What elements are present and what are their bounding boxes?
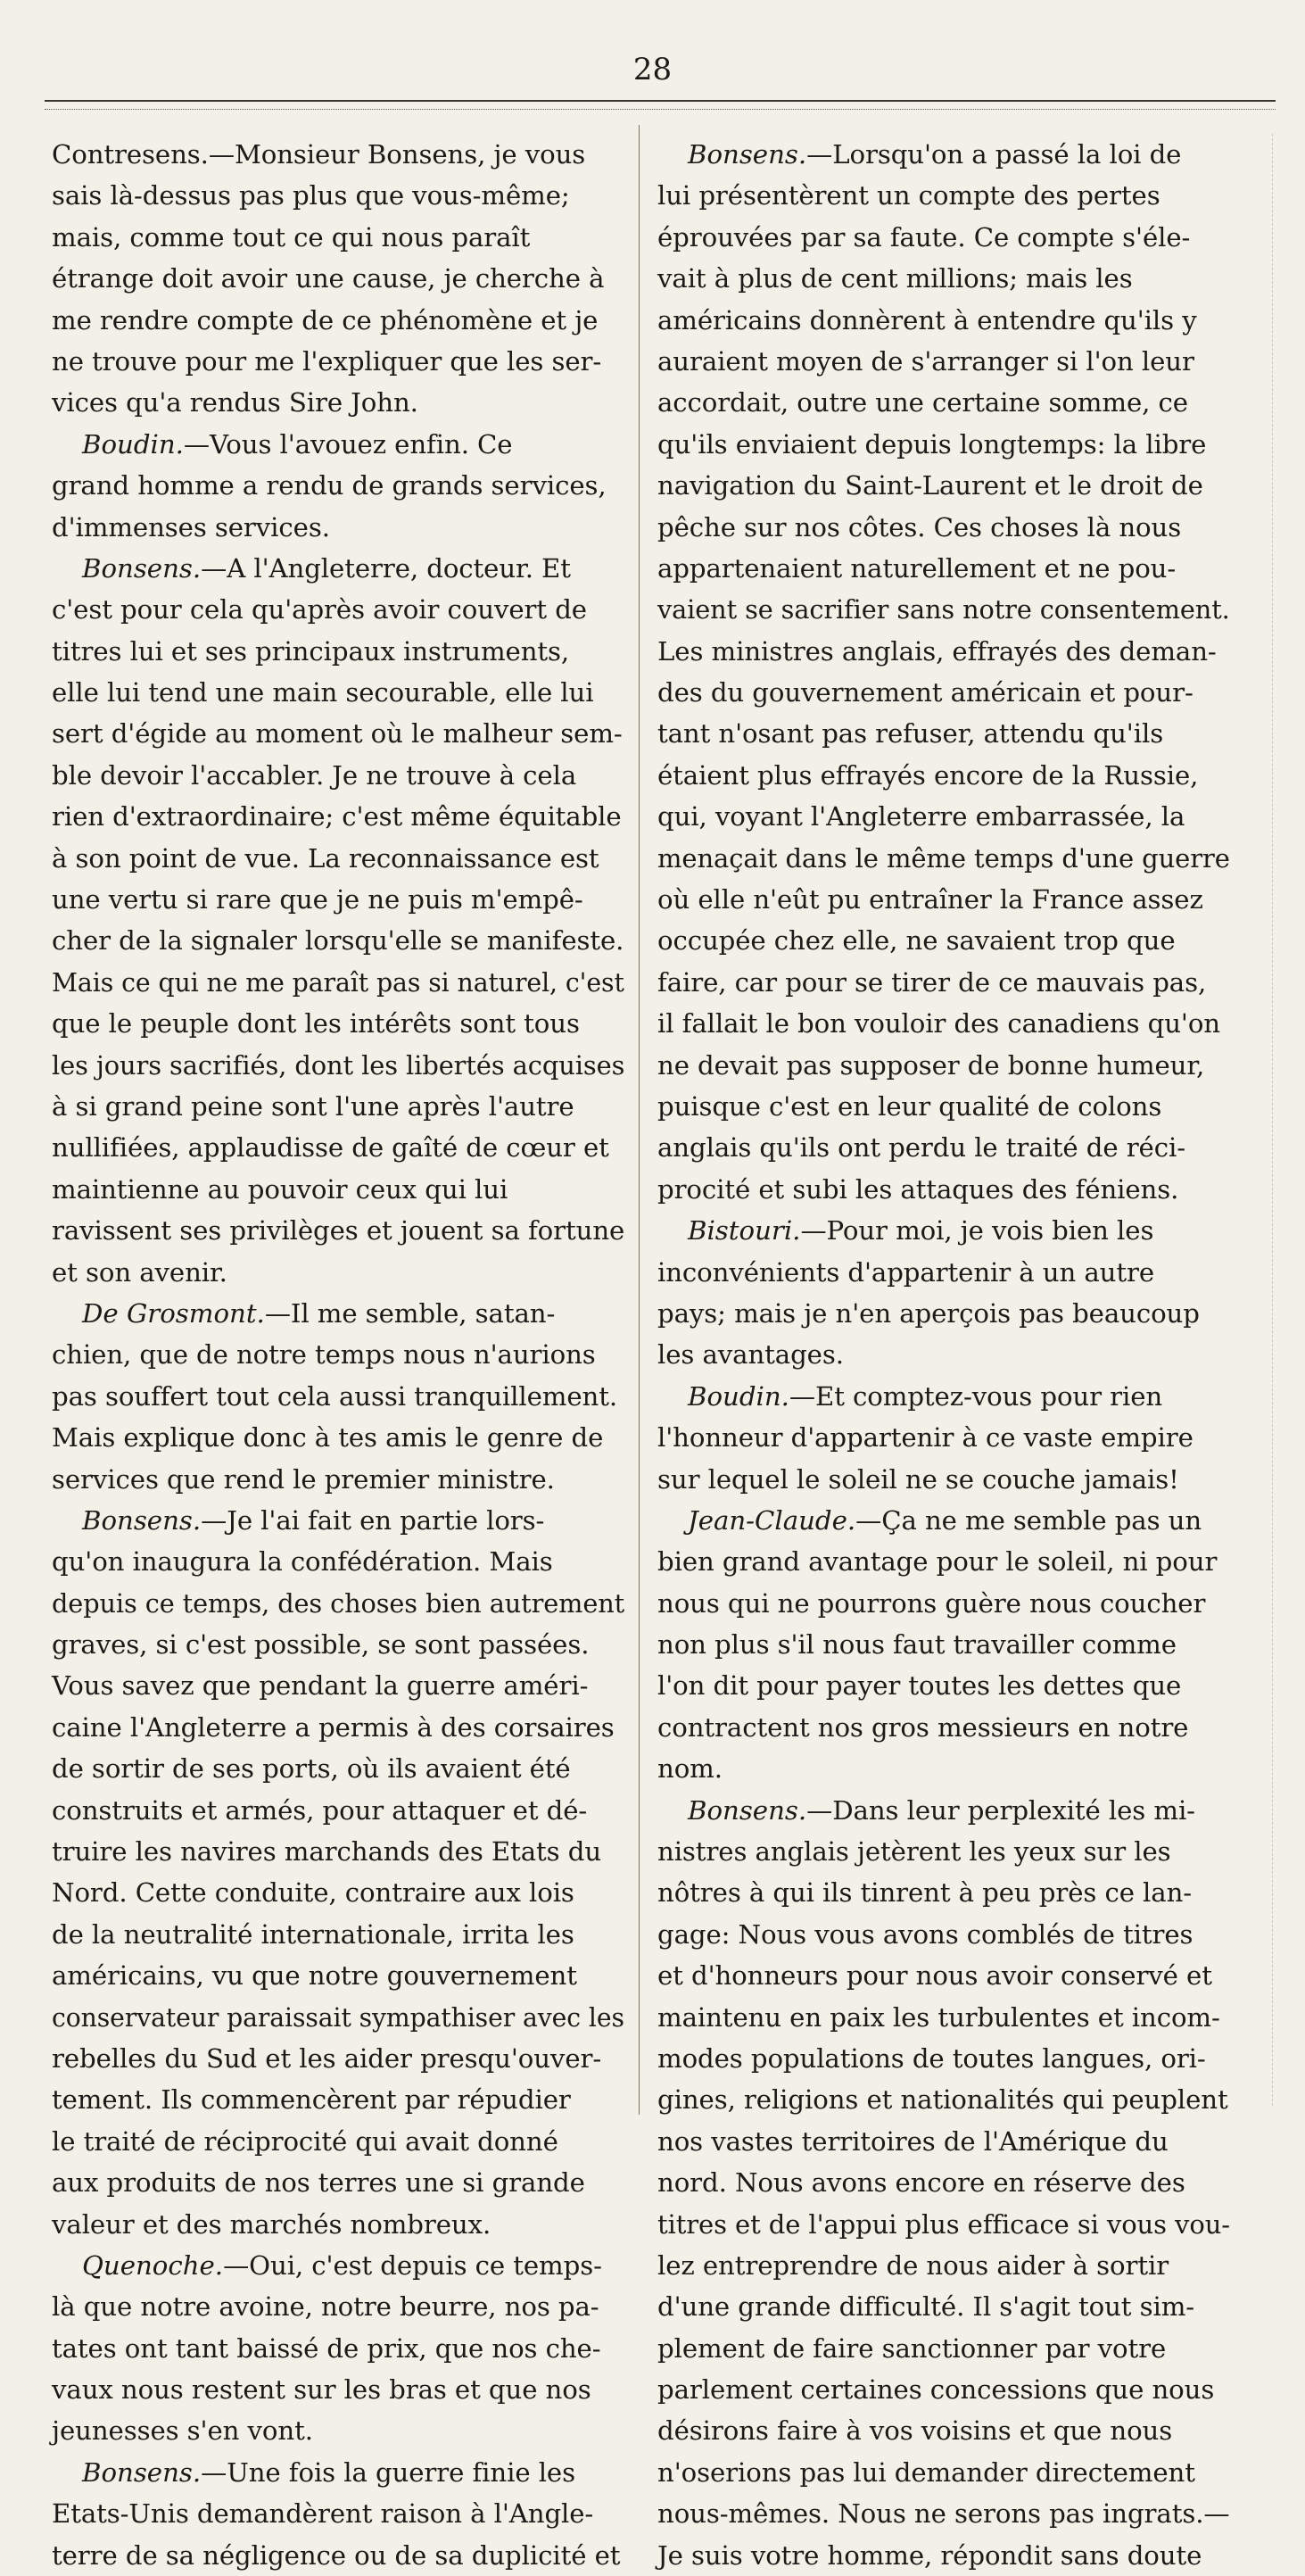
line-text: mais, comme tout ce qui nous paraît	[52, 221, 531, 253]
text-line	[52, 465, 624, 506]
text-line	[657, 796, 1230, 837]
line-text: des du gouvernement américain et pour-	[657, 677, 1193, 708]
text-line	[657, 1500, 1230, 1541]
text-line	[52, 2493, 624, 2534]
text-line	[657, 465, 1230, 506]
line-text: éprouvées par sa faute. Ce compte s'éle-	[657, 221, 1191, 253]
text-line	[52, 2245, 624, 2286]
text-line	[657, 1045, 1230, 1086]
text-line	[657, 2286, 1230, 2327]
speaker-name: Bonsens.	[688, 139, 807, 170]
text-line	[657, 1459, 1230, 1500]
text-line	[52, 175, 624, 216]
line-text: où elle n'eût pu entraîner la France assez	[657, 884, 1203, 915]
line-text: étrange doit avoir une cause, je cherche à	[52, 263, 605, 294]
text-line	[657, 1914, 1230, 1955]
text-line	[52, 2286, 624, 2327]
line-text: —Je l'ai fait en partie lors-	[201, 1504, 545, 1536]
line-text: parlement certaines concessions que nous	[657, 2374, 1215, 2406]
line-text: vaux nous restent sur les bras et que nos	[52, 2374, 591, 2406]
speaker-name: Bonsens.	[82, 1504, 202, 1536]
text-line	[52, 2121, 624, 2162]
header-rule	[45, 100, 1276, 102]
line-text: sert d'égide au moment où le malheur sem-	[52, 718, 623, 750]
text-line	[657, 175, 1230, 216]
line-text: nous qui ne pourrons guère nous coucher	[657, 1587, 1206, 1619]
text-line	[657, 507, 1230, 548]
line-text: navigation du Saint-Laurent et le droit de	[657, 470, 1203, 501]
text-line	[657, 2452, 1230, 2493]
text-line	[657, 1086, 1230, 1127]
line-text: maintienne au pouvoir ceux qui lui	[52, 1173, 508, 1205]
line-text: pas souffert tout cela aussi tranquillement.	[52, 1380, 618, 1412]
line-text: grand homme a rendu de grands services,	[52, 470, 607, 501]
text-line	[52, 1086, 624, 1127]
line-text: Mais explique donc à tes amis le genre de	[52, 1422, 604, 1454]
speaker-name: Boudin.	[688, 1380, 789, 1412]
text-line	[52, 2328, 624, 2369]
text-line	[657, 1872, 1230, 1913]
page-number: 28	[632, 52, 673, 87]
line-text: rien d'extraordinaire; c'est même équitable	[52, 801, 622, 832]
text-line	[52, 1459, 624, 1500]
text-line	[52, 2162, 624, 2203]
line-text: sais là-dessus pas plus que vous-même;	[52, 180, 570, 211]
text-line	[657, 672, 1230, 713]
line-text: les avantages.	[657, 1339, 844, 1371]
text-line	[657, 1417, 1230, 1458]
speaker-name: Bonsens.	[82, 2456, 202, 2488]
line-text: de la neutralité internationale, irrita les	[52, 1918, 574, 1950]
text-line	[657, 1127, 1230, 1168]
text-line	[657, 2410, 1230, 2451]
line-text: nous-mêmes. Nous ne serons pas ingrats.—	[657, 2498, 1230, 2530]
line-text: appartenaient naturellement et ne pou-	[657, 552, 1177, 584]
text-line	[657, 1210, 1230, 1251]
line-text: n'oserions pas lui demander directement	[657, 2456, 1195, 2488]
text-line	[52, 2410, 624, 2451]
line-text: Mais ce qui ne me paraît pas si naturel, c'est	[52, 966, 624, 998]
line-text: une vertu si rare que je ne puis m'empê-	[52, 884, 583, 915]
line-text: tement. Ils commencèrent par répudier	[52, 2084, 571, 2116]
text-line	[52, 1748, 624, 1789]
line-text: nistres anglais jetèrent les yeux sur les	[657, 1836, 1171, 1868]
text-line	[52, 424, 624, 465]
text-line	[657, 920, 1230, 961]
line-text: nôtres à qui ils tinrent à peu près ce lan-	[657, 1877, 1193, 1909]
line-text: ble devoir l'accabler. Je ne trouve à cela	[52, 759, 577, 791]
text-line	[52, 2535, 624, 2576]
line-text: qui, voyant l'Angleterre embarrassée, la	[657, 801, 1185, 832]
text-line	[657, 2535, 1230, 2576]
line-text: procité et subi les attaques des féniens.	[657, 1173, 1179, 1205]
text-line	[52, 1003, 624, 1044]
speaker-name: Jean-Claude.	[688, 1504, 856, 1536]
text-line	[52, 2369, 624, 2410]
line-text: titres et de l'appui plus efficace si vous vou-	[657, 2208, 1230, 2240]
text-line	[52, 1334, 624, 1375]
text-line	[657, 755, 1230, 796]
text-line	[657, 589, 1230, 630]
line-text: gines, religions et nationalités qui peuplent	[657, 2084, 1228, 2116]
text-line	[52, 134, 624, 175]
text-line	[52, 796, 624, 837]
text-line	[657, 1541, 1230, 1582]
line-text: tates ont tant baissé de prix, que nos che-	[52, 2332, 601, 2364]
line-text: vices qu'a rendus Sire John.	[52, 387, 418, 418]
line-text: nos vastes territoires de l'Amérique du	[657, 2125, 1169, 2157]
text-line	[52, 1665, 624, 1706]
line-text: nullifiées, applaudisse de gaîté de cœur et	[52, 1132, 609, 1164]
binding-edge	[1272, 134, 1293, 2106]
text-line	[657, 217, 1230, 258]
text-line	[657, 1955, 1230, 1996]
line-text: Les ministres anglais, effrayés des deman-	[657, 635, 1217, 667]
text-line	[52, 1127, 624, 1168]
text-line	[52, 258, 624, 299]
text-line	[52, 217, 624, 258]
line-text: —A l'Angleterre, docteur. Et	[201, 552, 571, 584]
text-line	[657, 2328, 1230, 2369]
line-text: l'honneur d'appartenir à ce vaste empire	[657, 1422, 1193, 1454]
text-line	[52, 838, 624, 879]
text-line	[52, 672, 624, 713]
line-text: gage: Nous vous avons comblés de titres	[657, 1918, 1193, 1950]
line-text: puisque c'est en leur qualité de colons	[657, 1090, 1162, 1122]
line-text: nord. Nous avons encore en réserve des	[657, 2167, 1185, 2199]
text-line	[657, 1169, 1230, 1210]
text-line	[52, 507, 624, 548]
line-text: —Il me semble, satan-	[264, 1297, 556, 1329]
line-text: et d'honneurs pour nous avoir conservé et	[657, 1960, 1212, 1992]
right-column	[657, 134, 1230, 2571]
text-line	[52, 1417, 624, 1458]
line-text: terre de sa négligence ou de sa duplicité et	[52, 2539, 621, 2571]
text-line	[657, 631, 1230, 672]
line-text: américains, vu que notre gouvernement	[52, 1960, 577, 1992]
line-text: là que notre avoine, notre beurre, nos pa-	[52, 2291, 599, 2323]
line-text: Vous savez que pendant la guerre améri-	[52, 1670, 589, 1702]
line-text: de sortir de ses ports, où ils avaient été	[52, 1753, 571, 1785]
text-line	[52, 341, 624, 382]
text-line	[657, 300, 1230, 341]
speaker-name: De Grosmont.	[82, 1297, 265, 1329]
text-line	[52, 1872, 624, 1913]
text-line	[657, 1707, 1230, 1748]
line-text: c'est pour cela qu'après avoir couvert de	[52, 594, 587, 625]
line-text: Nord. Cette conduite, contraire aux lois	[52, 1877, 574, 1909]
line-text: pêche sur nos côtes. Ces choses là nous	[657, 511, 1182, 543]
text-line	[657, 1376, 1230, 1417]
text-line	[52, 1169, 624, 1210]
line-text: caine l'Angleterre a permis à des corsaires	[52, 1711, 615, 1743]
line-text: Je suis votre homme, répondit sans doute	[657, 2539, 1202, 2571]
text-line	[52, 2038, 624, 2079]
line-text: inconvénients d'appartenir à un autre	[657, 1256, 1155, 1288]
line-text: —Oui, c'est depuis ce temps-	[223, 2249, 602, 2281]
text-line	[657, 258, 1230, 299]
text-line	[657, 1003, 1230, 1044]
text-line	[52, 382, 624, 423]
line-text: aux produits de nos terres une si grande	[52, 2167, 585, 2199]
line-text: sur lequel le soleil ne se couche jamais!	[657, 1463, 1179, 1495]
text-line	[657, 2038, 1230, 2079]
text-line	[52, 1914, 624, 1955]
line-text: vait à plus de cent millions; mais les	[657, 263, 1133, 294]
speaker-name: Bistouri.	[688, 1215, 801, 1247]
text-line	[52, 1997, 624, 2038]
header-dotted-rule	[45, 109, 1276, 110]
line-text: —Et comptez-vous pour rien	[789, 1380, 1163, 1412]
line-text: accordait, outre une certaine somme, ce	[657, 387, 1188, 418]
line-text: le traité de réciprocité qui avait donné	[52, 2125, 558, 2157]
line-text: qu'ils enviaient depuis longtemps: la libre	[657, 428, 1207, 460]
line-text: nom.	[657, 1753, 723, 1785]
line-text: services que rend le premier ministre.	[52, 1463, 555, 1495]
line-text: plement de faire sanctionner par votre	[657, 2332, 1167, 2364]
line-text: me rendre compte de ce phénomène et je	[52, 304, 599, 335]
line-text: menaçait dans le même temps d'une guerre	[657, 842, 1230, 874]
text-line	[52, 1376, 624, 1417]
column-divider	[639, 125, 640, 2115]
line-text: étaient plus effrayés encore de la Russie,	[657, 759, 1199, 791]
line-text: à son point de vue. La reconnaissance est	[52, 842, 599, 874]
text-line	[52, 2079, 624, 2120]
text-line	[52, 755, 624, 796]
line-text: bien grand avantage pour le soleil, ni pour	[657, 1546, 1218, 1578]
line-text: il fallait le bon vouloir des canadiens qu'on	[657, 1008, 1220, 1040]
text-line	[657, 713, 1230, 754]
speaker-name: Boudin.	[82, 428, 184, 460]
text-line	[52, 1707, 624, 1748]
line-text: conservateur paraissait sympathiser avec les	[52, 2001, 624, 2033]
text-line	[657, 134, 1230, 175]
text-line	[657, 1997, 1230, 2038]
text-line	[52, 1293, 624, 1334]
text-line	[52, 300, 624, 341]
line-text: désirons faire à vos voisins et que nous	[657, 2415, 1173, 2447]
line-text: —Ça ne me semble pas un	[855, 1504, 1202, 1536]
line-text: truire les navires marchands des Etats du	[52, 1836, 602, 1868]
text-line	[52, 1955, 624, 1996]
text-line	[52, 2452, 624, 2493]
line-text: ravissent ses privilèges et jouent sa fortune	[52, 1215, 625, 1247]
line-text: graves, si c'est possible, se sont passées.	[52, 1629, 590, 1661]
text-line	[657, 2162, 1230, 2203]
line-text: Contresens.—Monsieur Bonsens, je vous	[52, 139, 586, 170]
text-line	[657, 2121, 1230, 2162]
line-text: chien, que de notre temps nous n'aurions	[52, 1339, 596, 1371]
line-text: américains donnèrent à entendre qu'ils y	[657, 304, 1197, 335]
line-text: pays; mais je n'en aperçois pas beaucoup	[657, 1297, 1200, 1329]
text-line	[52, 1210, 624, 1251]
line-text: elle lui tend une main secourable, elle lui	[52, 677, 594, 708]
text-line	[657, 838, 1230, 879]
line-text: modes populations de toutes langues, ori-	[657, 2042, 1206, 2074]
text-line	[657, 341, 1230, 382]
text-line	[657, 1624, 1230, 1665]
text-line	[657, 548, 1230, 589]
line-text: —Vous l'avouez enfin. Ce	[183, 428, 513, 460]
line-text: d'immenses services.	[52, 511, 330, 543]
line-text: Etats-Unis demandèrent raison à l'Angle-	[52, 2498, 594, 2530]
text-line	[52, 713, 624, 754]
text-line	[657, 1583, 1230, 1624]
text-line	[657, 1665, 1230, 1706]
text-line	[52, 1252, 624, 1293]
text-line	[657, 1334, 1230, 1375]
text-line	[52, 1045, 624, 1086]
line-text: l'on dit pour payer toutes les dettes que	[657, 1670, 1182, 1702]
text-line	[657, 879, 1230, 920]
line-text: faire, car pour se tirer de ce mauvais pas,	[657, 966, 1207, 998]
line-text: non plus s'il nous faut travailler comme	[657, 1629, 1177, 1661]
text-line	[657, 2369, 1230, 2410]
line-text: ne devait pas supposer de bonne humeur,	[657, 1049, 1205, 1081]
text-line	[657, 1293, 1230, 1334]
text-line	[657, 382, 1230, 423]
text-line	[52, 548, 624, 589]
line-text: à si grand peine sont l'une après l'autre	[52, 1090, 574, 1122]
line-text: les jours sacrifiés, dont les libertés acquises	[52, 1049, 625, 1081]
line-text: cher de la signaler lorsqu'elle se manifeste.	[52, 925, 624, 957]
text-line	[52, 2204, 624, 2245]
text-line	[657, 424, 1230, 465]
text-line	[657, 1831, 1230, 1872]
line-text: anglais qu'ils ont perdu le traité de réci-	[657, 1132, 1185, 1164]
line-text: que le peuple dont les intérêts sont tous	[52, 1008, 580, 1040]
line-text: —Lorsqu'on a passé la loi de	[806, 139, 1182, 170]
text-line	[52, 962, 624, 1003]
line-text: ne trouve pour me l'expliquer que les ser-	[52, 345, 602, 377]
text-line	[657, 1790, 1230, 1831]
text-line	[52, 1500, 624, 1541]
line-text: lui présentèrent un compte des pertes	[657, 180, 1160, 211]
text-line	[657, 2204, 1230, 2245]
text-line	[52, 1583, 624, 1624]
line-text: maintenu en paix les turbulentes et incom-	[657, 2001, 1220, 2033]
text-line	[657, 2079, 1230, 2120]
line-text: —Pour moi, je vois bien les	[800, 1215, 1154, 1247]
text-line	[52, 589, 624, 630]
line-text: auraient moyen de s'arranger si l'on leur	[657, 345, 1194, 377]
speaker-name: Bonsens.	[82, 552, 202, 584]
line-text: titres lui et ses principaux instruments,	[52, 635, 570, 667]
text-line	[657, 1748, 1230, 1789]
text-line	[52, 1624, 624, 1665]
text-line	[52, 1790, 624, 1831]
line-text: —Une fois la guerre finie les	[201, 2456, 575, 2488]
line-text: tant n'osant pas refuser, attendu qu'ils	[657, 718, 1164, 750]
line-text: valeur et des marchés nombreux.	[52, 2208, 491, 2240]
text-line	[52, 879, 624, 920]
line-text: et son avenir.	[52, 1256, 227, 1288]
line-text: occupée chez elle, ne savaient trop que	[657, 925, 1176, 957]
line-text: contractent nos gros messieurs en notre	[657, 1711, 1189, 1743]
text-line	[657, 1252, 1230, 1293]
text-line	[657, 962, 1230, 1003]
line-text: construits et armés, pour attaquer et dé-	[52, 1794, 588, 1826]
line-text: depuis ce temps, des choses bien autrement	[52, 1587, 625, 1619]
line-text: d'une grande difficulté. Il s'agit tout sim-	[657, 2291, 1195, 2323]
text-line	[52, 1831, 624, 1872]
text-line	[657, 2493, 1230, 2534]
text-line	[52, 1541, 624, 1582]
line-text: rebelles du Sud et les aider presqu'ouver-	[52, 2042, 602, 2074]
left-column	[52, 134, 625, 2571]
line-text: lez entreprendre de nous aider à sortir	[657, 2249, 1169, 2281]
text-line	[657, 2245, 1230, 2286]
line-text: vaient se sacrifier sans notre consentement.	[657, 594, 1230, 625]
line-text: —Dans leur perplexité les mi-	[806, 1794, 1195, 1826]
text-line	[52, 920, 624, 961]
line-text: jeunesses s'en vont.	[52, 2415, 313, 2447]
line-text: qu'on inaugura la confédération. Mais	[52, 1546, 553, 1578]
speaker-name: Quenoche.	[82, 2249, 224, 2281]
speaker-name: Bonsens.	[688, 1794, 807, 1826]
text-line	[52, 631, 624, 672]
